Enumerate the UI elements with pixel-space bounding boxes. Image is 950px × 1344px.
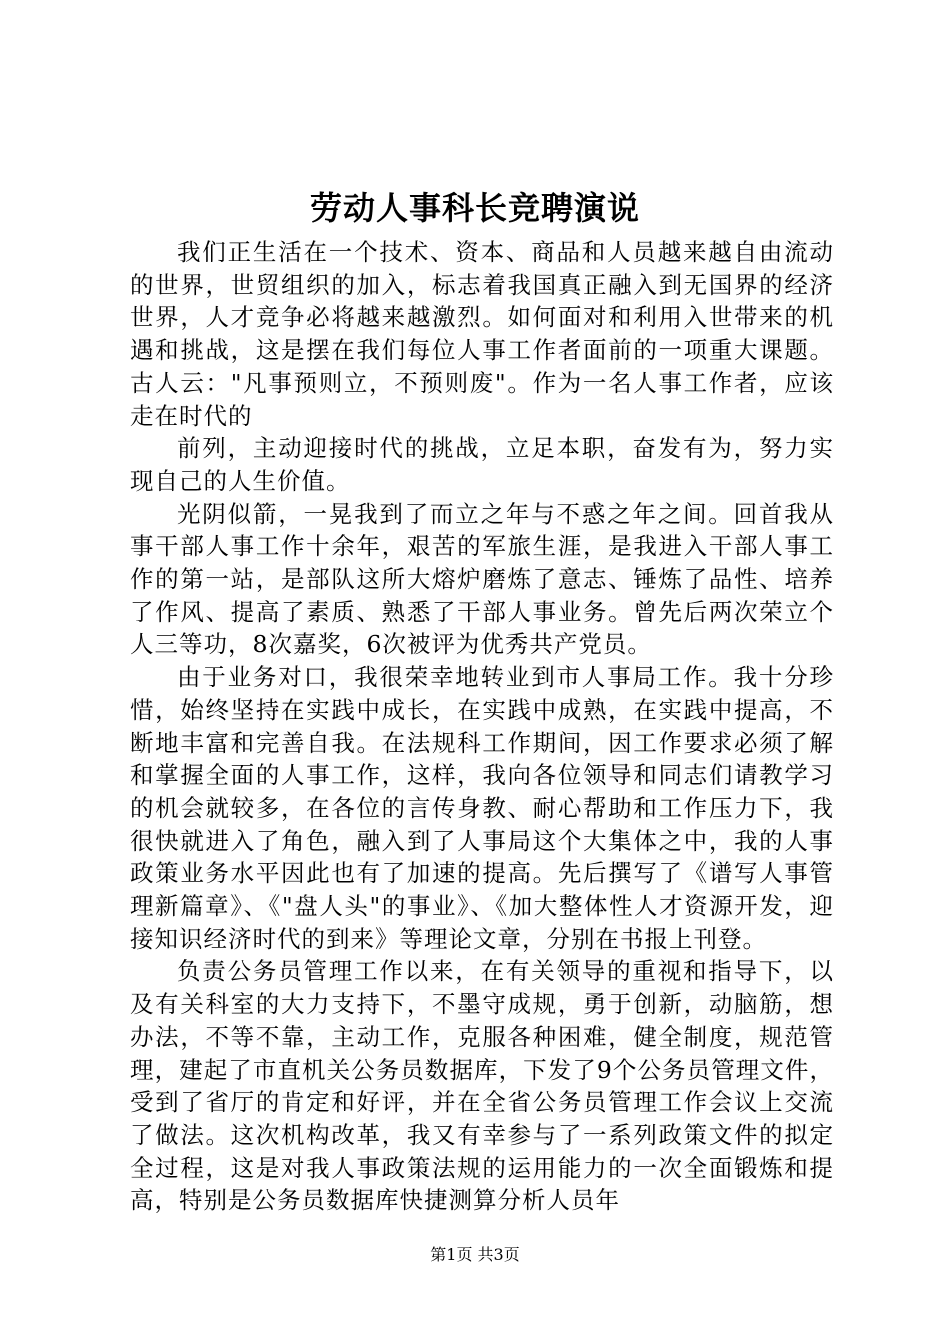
page-number-footer: 第1页 共3页 bbox=[430, 1245, 520, 1264]
paragraph: 负责公务员管理工作以来，在有关领导的重视和指导下，以及有关科室的大力支持下，不墨守成规，勇于创新，动脑筋，想办法，不等不靠，主动工作，克服各种困难，健全制度，规范管理，建起了市直机关公务员数据库，下发了9个公务员管理文件，受到了省厅的肯定和好评，并在全省公务员管理工作会议上交流了做法。这次机构改革，我又有幸参与了一系列政策文件的拟定全过程，这是对我人事政策法规的运用能力的一次全面锻炼和提高，特别是公务员数据库快捷测算分析人员年 bbox=[130, 957, 834, 1215]
document-title: 劳动人事科长竞聘演说 bbox=[309, 189, 640, 227]
paragraph: 光阴似箭，一晃我到了而立之年与不惑之年之间。回首我从事干部人事工作十余年，艰苦的军旅生涯，是我进入干部人事工作的第一站，是部队这所大熔炉磨炼了意志、锤炼了品性、培养了作风、提高了素质、熟悉了干部人事业务。曾先后两次荣立个人三等功，8次嘉奖，6次被评为优秀共产党员。 bbox=[130, 499, 834, 659]
paragraph: 前列，主动迎接时代的挑战，立足本职，奋发有为，努力实现自己的人生价值。 bbox=[130, 434, 834, 495]
paragraph: 我们正生活在一个技术、资本、商品和人员越来越自由流动的世界，世贸组织的加入，标志着我国真正融入到无国界的经济世界，人才竞争必将越来越激烈。如何面对和利用入世带来的机遇和挑战，这是摆在我们每位人事工作者面前的一项重大课题。古人云："凡事预则立，不预则废"。作为一名人事工作者，应该走在时代的 bbox=[130, 238, 834, 430]
document-body bbox=[130, 236, 834, 1217]
paragraph: 由于业务对口，我很荣幸地转业到市人事局工作。我十分珍惜，始终坚持在实践中成长，在实践中成熟，在实践中提高，不断地丰富和完善自我。在法规科工作期间，因工作要求必须了解和掌握全面的人事工作，这样，我向各位领导和同志们请教学习的机会就较多，在各位的言传身教、耐心帮助和工作压力下，我很快就进入了角色，融入到了人事局这个大集体之中，我的人事政策业务水平因此也有了加速的提高。先后撰写了《谱写人事管理新篇章》、《"盘人头"的事业》、《加大整体性人才资源开发，迎接知识经济时代的到来》等理论文章，分别在书报上刊登。 bbox=[130, 663, 834, 953]
